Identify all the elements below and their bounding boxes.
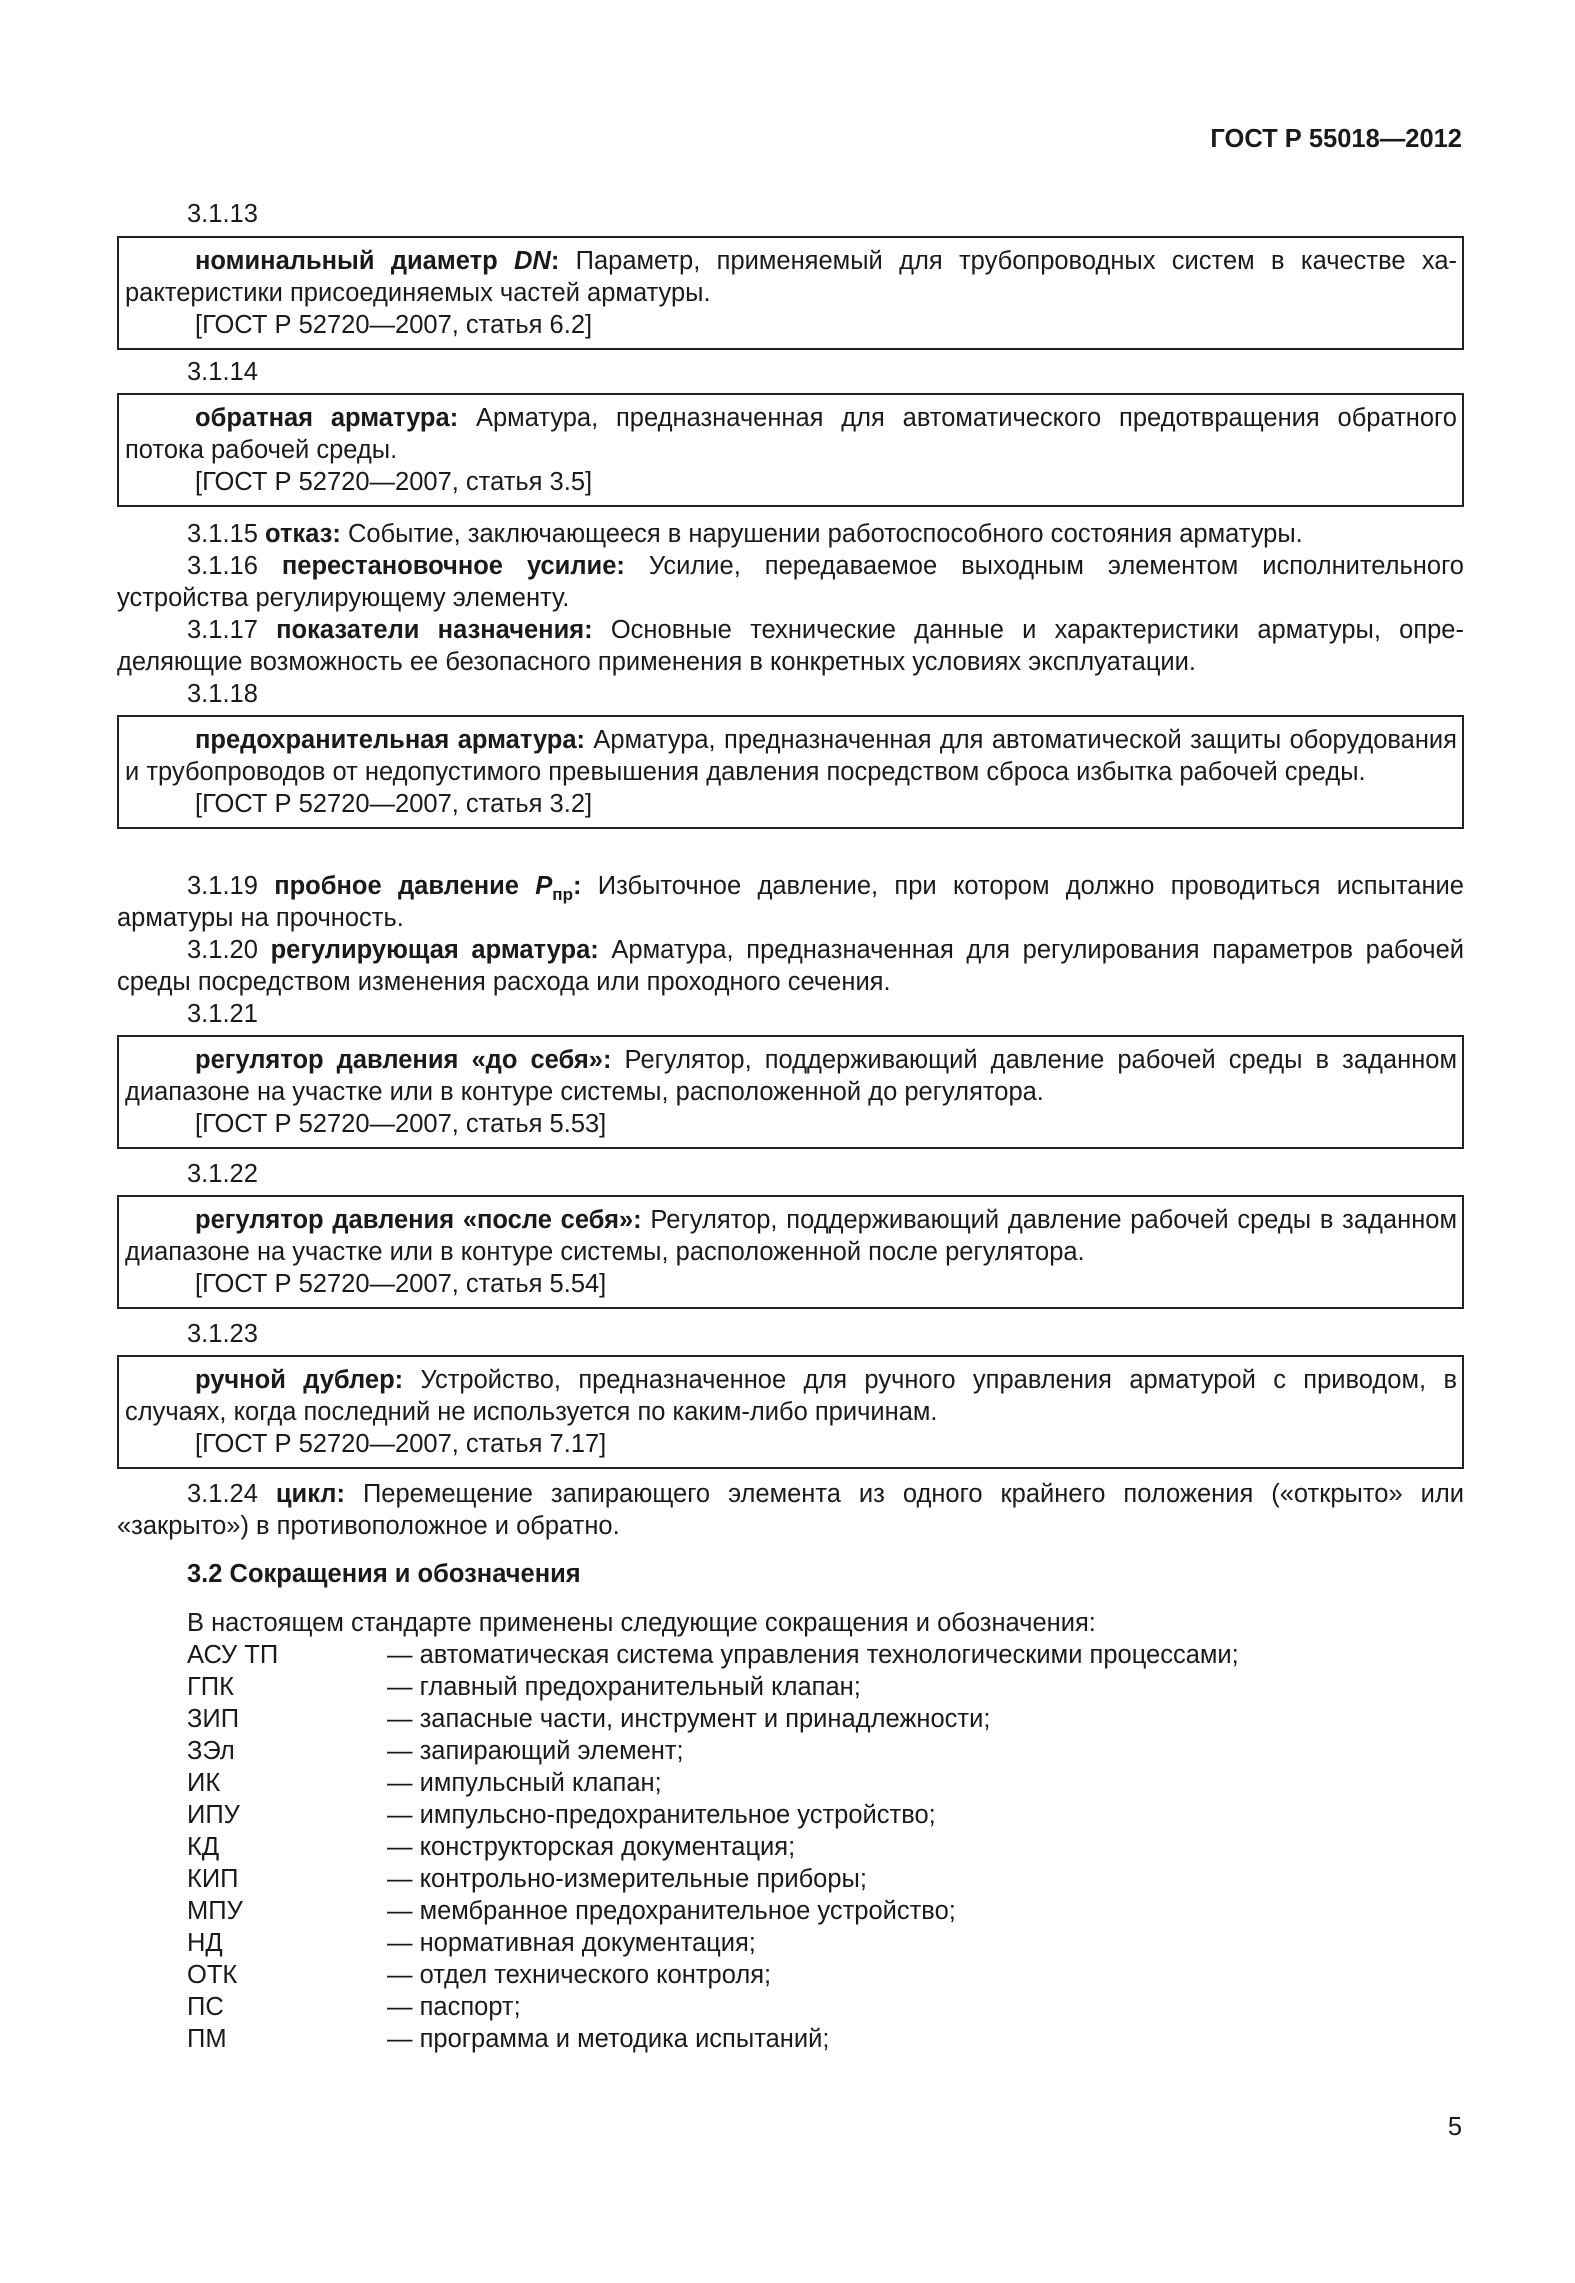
entry-3-1-24 <box>117 1478 1464 1542</box>
definition-box-3-1-13 <box>117 236 1464 350</box>
term: номинальный диаметр <box>195 247 514 275</box>
definition-text: Событие, заключающееся в нарушении работоспособного состояния арматуры. <box>340 520 1303 548</box>
abbreviation-meaning: — запирающий элемент; <box>387 1737 684 1765</box>
term: показатели назначения: <box>276 616 593 644</box>
definition-text: Арматура, предназначенная для регулирования параметров рабочей среды посредством изменения расхода или проходного сечения. <box>117 936 1464 996</box>
term-symbol: P <box>535 872 553 900</box>
abbreviation-meaning: — импульсный клапан; <box>387 1769 662 1797</box>
entry-number: 3.1.16 <box>187 552 258 580</box>
abbreviation: ИК <box>187 1769 221 1797</box>
source-reference: [ГОСТ Р 52720—2007, статья 5.54] <box>195 1270 607 1298</box>
definition-text: Арматура, предназначенная для автоматической защиты оборудования и трубопроводов от недопустимого превышения давления посредством сброса избытка рабочей среды. <box>125 726 1457 786</box>
section-heading: 3.2 Сокращения и обозначения <box>187 1560 581 1588</box>
entry-3-1-16 <box>117 550 1464 614</box>
entry-number: 3.1.21 <box>187 1000 258 1028</box>
abbreviation-meaning: — паспорт; <box>387 1993 521 2021</box>
entry-number: 3.1.15 <box>187 520 258 548</box>
definition-box-3-1-22 <box>117 1195 1464 1309</box>
source-reference: [ГОСТ Р 52720—2007, статья 5.53] <box>195 1110 607 1138</box>
definition-text: Устройство, предназначенное для ручного управления арматурой с приводом, в случаях, когда последний не используется по каким-либо причинам. <box>125 1366 1457 1426</box>
abbreviation-meaning: — отдел технического контроля; <box>387 1961 772 1989</box>
abbreviation: НД <box>187 1929 223 1957</box>
abbreviation: КИП <box>187 1865 239 1893</box>
definition-text: Избыточное давление, при котором должно проводиться испытание арматуры на прочность. <box>117 872 1464 932</box>
term-subscript: пр <box>552 884 573 904</box>
definition-text: Регулятор, поддерживающий давление рабочей среды в заданном диапазоне на участке или в контуре системы, расположенной после регулятора. <box>125 1206 1457 1266</box>
term-symbol: DN <box>513 247 551 275</box>
term: регулятор давления «до себя»: <box>195 1046 612 1074</box>
entry-number: 3.1.22 <box>187 1160 258 1188</box>
abbreviation: КД <box>187 1833 220 1861</box>
abbreviation-row <box>117 1735 1464 1767</box>
definition-text: Основные технические данные и характеристики арматуры, определяющие возможность ее безопасного применения в конкретных условиях эксплуатации. <box>117 616 1464 676</box>
abbreviation-list <box>117 1639 1464 2055</box>
definition-text: Параметр, применяемый для трубопроводных систем в качестве характеристики присоединяемых частей арматуры. <box>125 247 1458 307</box>
abbreviation-row <box>117 1991 1464 2023</box>
entry-3-1-15 <box>117 518 1464 550</box>
abbreviation-meaning: — запасные части, инструмент и принадлежности; <box>387 1705 991 1733</box>
abbreviation-row <box>117 1863 1464 1895</box>
abbreviation-meaning: — мембранное предохранительное устройство; <box>387 1897 956 1925</box>
abbreviation: ЗИП <box>187 1705 240 1733</box>
abbreviation-meaning: — контрольно-измерительные приборы; <box>387 1865 867 1893</box>
entry-number: 3.1.17 <box>187 616 258 644</box>
abbreviation-meaning: — главный предохранительный клапан; <box>387 1673 861 1701</box>
abbreviation: МПУ <box>187 1897 243 1925</box>
abbreviation: ГПК <box>187 1673 234 1701</box>
abbreviation: ПМ <box>187 2025 227 2053</box>
entry-number: 3.1.14 <box>187 358 258 386</box>
entry-number: 3.1.13 <box>187 200 258 228</box>
abbreviation-row <box>117 1799 1464 1831</box>
source-reference: [ГОСТ Р 52720—2007, статья 7.17] <box>195 1430 607 1458</box>
abbreviation: АСУ ТП <box>187 1641 279 1669</box>
abbreviation-meaning: — автоматическая система управления технологическими процессами; <box>387 1641 1239 1669</box>
abbreviation-meaning: — программа и методика испытаний; <box>387 2025 830 2053</box>
page-number: 5 <box>1447 2113 1462 2141</box>
definition-text: Усилие, передаваемое выходным элементом исполнительного устройства регулирующему элементу. <box>117 552 1464 612</box>
abbreviation-row <box>117 1703 1464 1735</box>
term: предохранительная арматура: <box>195 726 586 754</box>
term: обратная арматура: <box>195 404 459 432</box>
definition-text: Регулятор, поддерживающий давление рабочей среды в заданном диапазоне на участке или в контуре системы, расположенной до регулятора. <box>125 1046 1457 1106</box>
term: пробное давление <box>274 872 536 900</box>
term: отказ: <box>265 520 341 548</box>
entry-number: 3.1.19 <box>187 872 258 900</box>
term: цикл: <box>275 1480 345 1508</box>
source-reference: [ГОСТ Р 52720—2007, статья 3.5] <box>195 468 593 496</box>
entry-3-1-20 <box>117 934 1464 998</box>
abbreviation-row <box>117 1895 1464 1927</box>
abbreviation-row <box>117 1927 1464 1959</box>
entry-3-1-17 <box>117 614 1464 678</box>
abbreviation-meaning: — конструкторская документация; <box>387 1833 796 1861</box>
term-colon: : <box>550 247 560 275</box>
abbreviation-row <box>117 1959 1464 1991</box>
definition-text: Арматура, предназначенная для автоматического предотвращения обратного потока рабочей среды. <box>125 404 1457 464</box>
entry-number: 3.1.23 <box>187 1320 258 1348</box>
definition-box-3-1-23 <box>117 1355 1464 1469</box>
abbreviation: ПС <box>187 1993 224 2021</box>
abbreviation: ЗЭл <box>187 1737 235 1765</box>
abbreviation-meaning: — нормативная документация; <box>387 1929 756 1957</box>
definition-box-3-1-18 <box>117 715 1464 829</box>
abbreviation: ИПУ <box>187 1801 240 1829</box>
source-reference: [ГОСТ Р 52720—2007, статья 3.2] <box>195 790 593 818</box>
term: ручной дублер: <box>195 1366 404 1394</box>
definition-box-3-1-21 <box>117 1035 1464 1149</box>
document-code: ГОСТ Р 55018—2012 <box>1210 125 1462 153</box>
term: перестановочное усилие: <box>281 552 625 580</box>
definition-box-3-1-14 <box>117 393 1464 507</box>
entry-number: 3.1.20 <box>187 936 258 964</box>
abbreviation-meaning: — импульсно-предохранительное устройство; <box>387 1801 936 1829</box>
abbreviation: ОТК <box>187 1961 238 1989</box>
definition-text: Перемещение запирающего элемента из одного крайнего положения («открыто» или «закрыто») в противоположное и обратно. <box>117 1480 1464 1540</box>
source-reference: [ГОСТ Р 52720—2007, статья 6.2] <box>195 311 593 339</box>
term: регулирующая арматура: <box>270 936 599 964</box>
entry-number: 3.1.18 <box>187 680 258 708</box>
term: регулятор давления «после себя»: <box>195 1206 642 1234</box>
abbreviation-row <box>117 1639 1464 1671</box>
abbreviation-row <box>117 1831 1464 1863</box>
abbreviation-row <box>117 1671 1464 1703</box>
term-colon: : <box>572 872 582 900</box>
entry-number: 3.1.24 <box>187 1480 258 1508</box>
abbreviation-row <box>117 1767 1464 1799</box>
section-intro: В настоящем стандарте применены следующие сокращения и обозначения: <box>187 1609 1096 1637</box>
entry-3-1-19 <box>117 870 1464 934</box>
abbreviation-row <box>117 2023 1464 2055</box>
